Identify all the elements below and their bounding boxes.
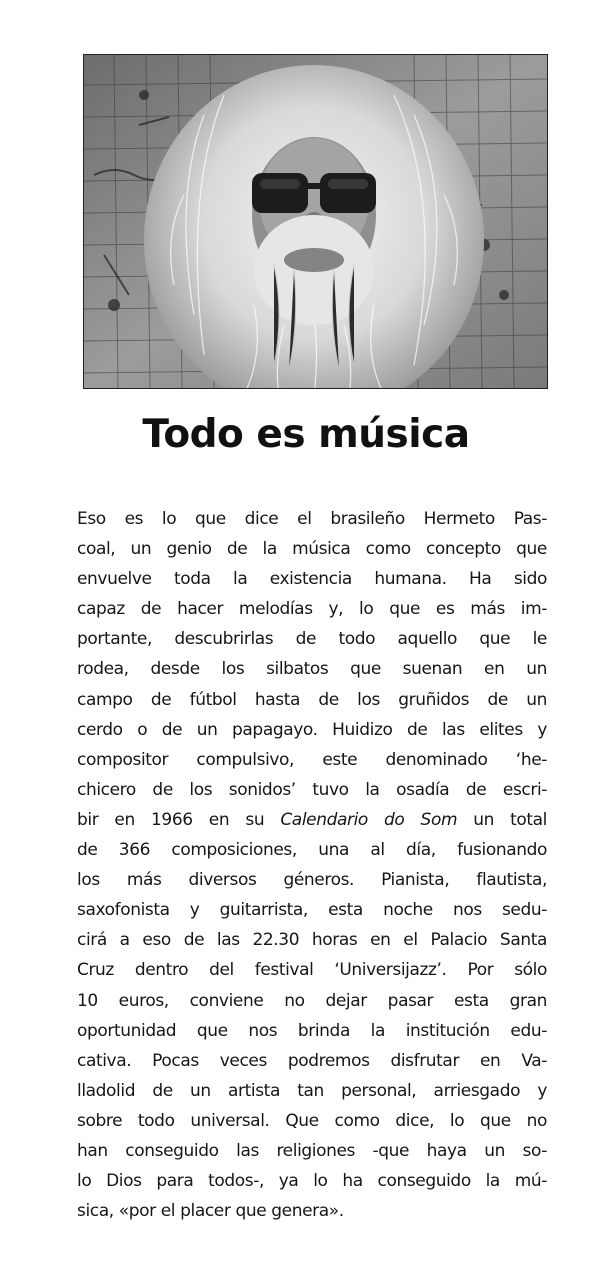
- article-body: [77, 504, 547, 1226]
- body-line: capaz de hacer melodías y, lo que es más im-: [77, 599, 547, 620]
- book-title: Calendario do Som: [280, 809, 458, 830]
- body-line: chicero de los sonidos’ tuvo la osadía de escri-: [77, 779, 547, 800]
- body-line: [77, 805, 547, 835]
- body-line: oportunidad que nos brinda la institución edu-: [77, 1020, 547, 1041]
- body-line: han conseguido las religiones -que haya un so-: [77, 1140, 547, 1161]
- body-line: cirá a eso de las 22.30 horas en el Palacio Santa: [77, 930, 547, 951]
- body-line: envuelve toda la existencia humana. Ha sido: [77, 569, 547, 590]
- body-line: campo de fútbol hasta de los gruñidos de un: [77, 689, 547, 710]
- body-line: rodea, desde los silbatos que suenan en un: [77, 659, 547, 680]
- body-line: saxofonista y guitarrista, esta noche nos sedu-: [77, 900, 547, 921]
- body-line: cativa. Pocas veces podremos disfrutar en Va-: [77, 1050, 547, 1071]
- body-line: coal, un genio de la música como concepto que: [77, 539, 547, 560]
- body-line: lladolid de un artista tan personal, arriesgado y: [77, 1080, 547, 1101]
- portrait-image: [84, 55, 547, 388]
- body-line: sica, «por el placer que genera».: [77, 1201, 344, 1222]
- body-line-text: un total: [457, 809, 547, 830]
- body-line: sobre todo universal. Que como dice, lo que no: [77, 1110, 547, 1131]
- body-line: 10 euros, conviene no dejar pasar esta gran: [77, 990, 547, 1011]
- body-line: Eso es lo que dice el brasileño Hermeto Pas-: [77, 509, 547, 529]
- body-line: compositor compulsivo, este denominado ‘he-: [77, 749, 547, 770]
- body-line: de 366 composiciones, una al día, fusionando: [77, 840, 547, 861]
- article-photo: [83, 54, 548, 389]
- body-line: portante, descubrirlas de todo aquello que le: [77, 629, 547, 650]
- body-line: lo Dios para todos-, ya lo ha conseguido la mú-: [77, 1171, 547, 1192]
- body-line-text: bir en 1966 en su: [77, 809, 281, 830]
- body-line: cerdo o de un papagayo. Huidizo de las elites y: [77, 719, 547, 740]
- article-headline: Todo es música: [142, 412, 470, 457]
- body-line: los más diversos géneros. Pianista, flautista,: [77, 870, 547, 891]
- body-line: Cruz dentro del festival ‘Universijazz’. Por sólo: [77, 960, 547, 981]
